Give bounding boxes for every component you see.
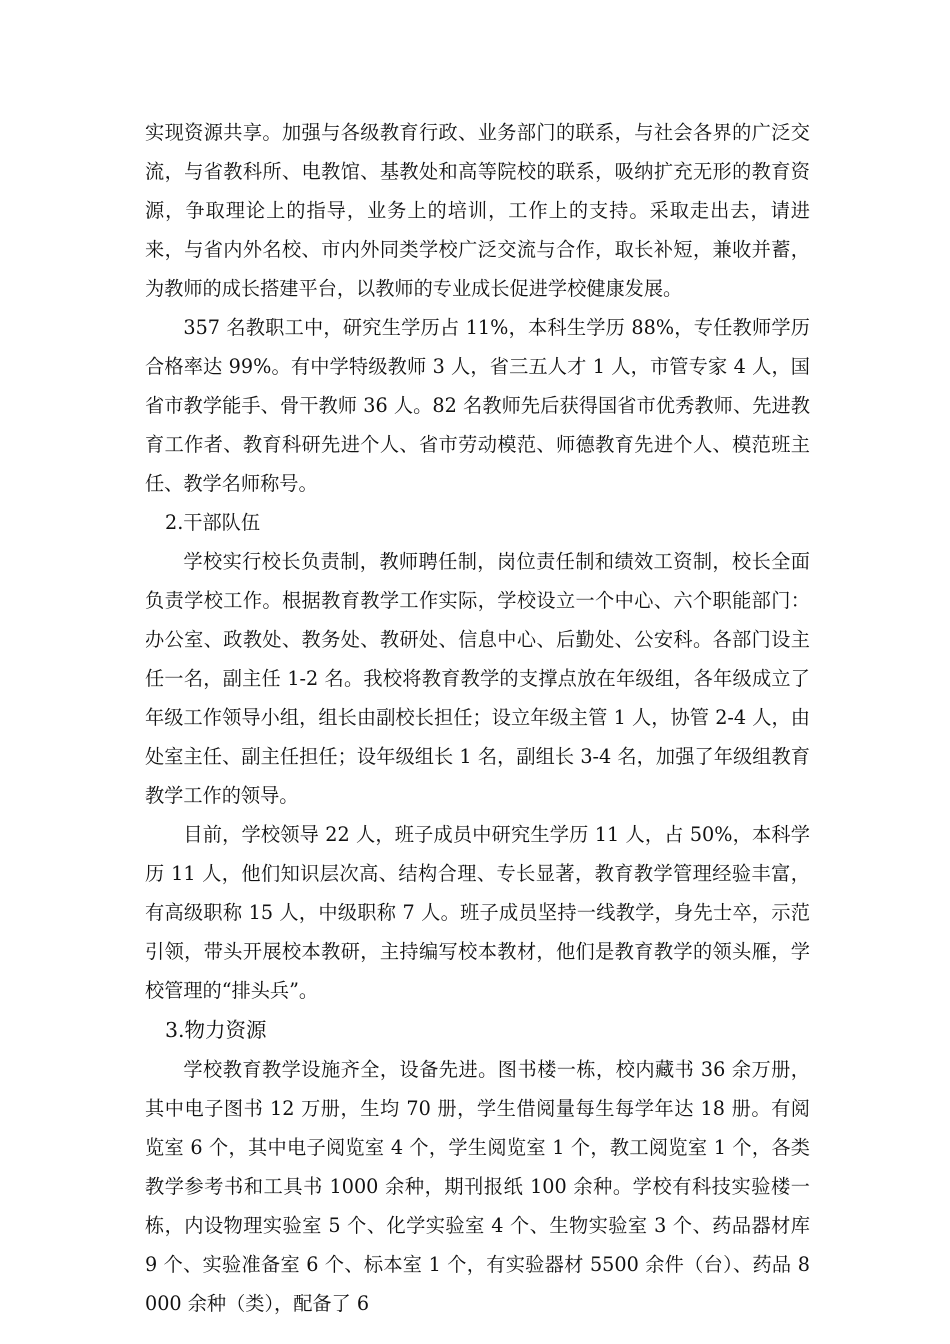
paragraph: 实现资源共享。加强与各级教育行政、业务部门的联系，与社会各界的广泛交流，与省教科所、电教馆、基教处和高等院校的联系，吸纳扩充无形的教育资源，争取理论上的指导，业务上的培训，工作上的支持。采取走出去，请进来，与省内外名校、市内外同类学校广泛交流与合作，取长补短，兼收并蓄，为教师的成长搭建平台，以教师的专业成长促进学校健康发展。 <box>145 121 810 300</box>
paragraph: 学校教育教学设施齐全，设备先进。图书楼一栋，校内藏书 36 余万册，其中电子图书 12 万册，生均 70 册，学生借阅量每生每学年达 18 册。有阅览室 6 个，其中电子阅览室 4 个，学生阅览室 1 个，教工阅览室 1 个，各类教学参考书和工具书 1000 余种，期刊报纸 100 余种。学校有科技实验楼一栋，内设物理实验室 5 个、化学实验室 4 个、生物实验室 3 个、药品器材库 9 个、实验准备室 6 个、标本室 1 个，有实验器材 5500 余件（台）、药品 8000 余种（类），配备了 6 <box>145 1058 810 1315</box>
paragraph: 357 名教职工中，研究生学历占 11%，本科生学历 88%，专任教师学历合格率达 99%。有中学特级教师 3 人，省三五人才 1 人，市管专家 4 人，国省市教学能手、骨干教师 36 人。82 名教师先后获得国省市优秀教师、先进教育工作者、教育科研先进个人、省市劳动模范、师德教育先进个人、模范班主任、教学名师称号。 <box>145 316 810 495</box>
paragraph: 学校实行校长负责制，教师聘任制，岗位责任制和绩效工资制，校长全面负责学校工作。根据教育教学工作实际，学校设立一个中心、六个职能部门：办公室、政教处、教务处、教研处、信息中心、后勤处、公安科。各部门设主任一名，副主任 1-2 名。我校将教育教学的支撑点放在年级组，各年级成立了年级工作领导小组，组长由副校长担任；设立年级主管 1 人，协管 2-4 人，由处室主任、副主任担任；设年级组长 1 名，副组长 3-4 名，加强了年级组教育教学工作的领导。 <box>145 550 810 807</box>
section-heading: 3.物力资源 <box>165 1018 267 1042</box>
paragraph: 目前，学校领导 22 人，班子成员中研究生学历 11 人，占 50%，本科学历 11 人，他们知识层次高、结构合理、专长显著，教育教学管理经验丰富，有高级职称 15 人，中级职称 7 人。班子成员坚持一线教学，身先士卒，示范引领，带头开展校本教研，主持编写校本教材，他们是教育教学的领头雁，学校管理的“排头兵”。 <box>145 823 810 1002</box>
section-heading: 2.干部队伍 <box>165 511 261 534</box>
document-body <box>145 113 810 1323</box>
